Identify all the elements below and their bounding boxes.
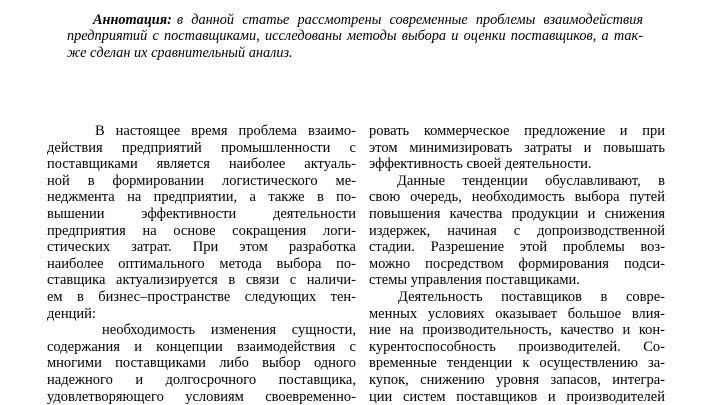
text-line: В настоящее время проблема взаимо-	[47, 123, 356, 140]
text-line: ем в бизнес–пространстве следующих тен-	[47, 289, 356, 306]
text-line: поставщиками является наиболее актуаль-	[47, 156, 356, 173]
text-line: наиболее оптимального метода выбора по-	[47, 256, 356, 273]
right-column	[369, 123, 665, 405]
text-line: издержек, начиная с допроизводственной	[369, 223, 665, 240]
text-line: менных условиях оказывает большое влия-	[369, 306, 665, 323]
annotation-line: предприятий с поставщиками, исследованы методы выбора и оценки поставщиков, а так-	[67, 28, 643, 44]
annotation-first-line	[67, 12, 643, 28]
two-column-layout	[47, 123, 665, 405]
text-line: содержания и концепции взаимодействия с	[47, 339, 356, 356]
annotation-label: Аннотация:	[93, 12, 172, 28]
text-line: необходимость изменения сущности,	[47, 322, 356, 339]
text-line: Данные тенденции обуславливают, в	[369, 173, 665, 190]
text-line: надежного и долгосрочного поставщика,	[47, 372, 356, 389]
text-line: многими поставщиками либо выбор одного	[47, 355, 356, 372]
text-line: удовлетворяющего условиям своевременно-	[47, 389, 356, 405]
text-line: временные тенденции к осуществлению за-	[369, 355, 665, 372]
text-line: денций:	[47, 306, 356, 323]
text-line: ции систем поставщиков и производителей	[369, 389, 665, 405]
text-line: стадии. Разрешение этой проблемы воз-	[369, 239, 665, 256]
text-line: купок, снижению уровня запасов, интегра-	[369, 372, 665, 389]
text-line: можно посредством формирования подси-	[369, 256, 665, 273]
annotation-line-text: в данной статье рассмотрены современные проблемы взаимодействия	[177, 12, 643, 28]
text-line: ровать коммерческое предложение и при	[369, 123, 665, 140]
left-column	[47, 123, 356, 405]
annotation-block	[67, 12, 643, 61]
text-line: предприятия на основе сокращения логи-	[47, 223, 356, 240]
text-line: действия предприятий промышленности с	[47, 140, 356, 157]
annotation-line: же сделан их сравнительный анализ.	[67, 45, 643, 61]
text-line: повышения качества продукции и снижения	[369, 206, 665, 223]
text-line: ной в формировании логистического ме-	[47, 173, 356, 190]
text-line: вышении эффективности деятельности	[47, 206, 356, 223]
text-line: эффективность своей деятельности.	[369, 156, 665, 173]
text-line: этом минимизировать затраты и повышать	[369, 140, 665, 157]
text-line: ставщика актуализируется в связи с наличи-	[47, 272, 356, 289]
text-line: свою очередь, необходимость выбора путей	[369, 189, 665, 206]
text-line: ние на производительность, качество и кон-	[369, 322, 665, 339]
text-line: неджмента на предприятии, а также в по-	[47, 189, 356, 206]
text-line: Деятельность поставщиков в совре-	[369, 289, 665, 306]
text-line: стических затрат. При этом разработка	[47, 239, 356, 256]
text-line: курентоспособность производителей. Со-	[369, 339, 665, 356]
text-line: стемы управления поставщиками.	[369, 272, 665, 289]
